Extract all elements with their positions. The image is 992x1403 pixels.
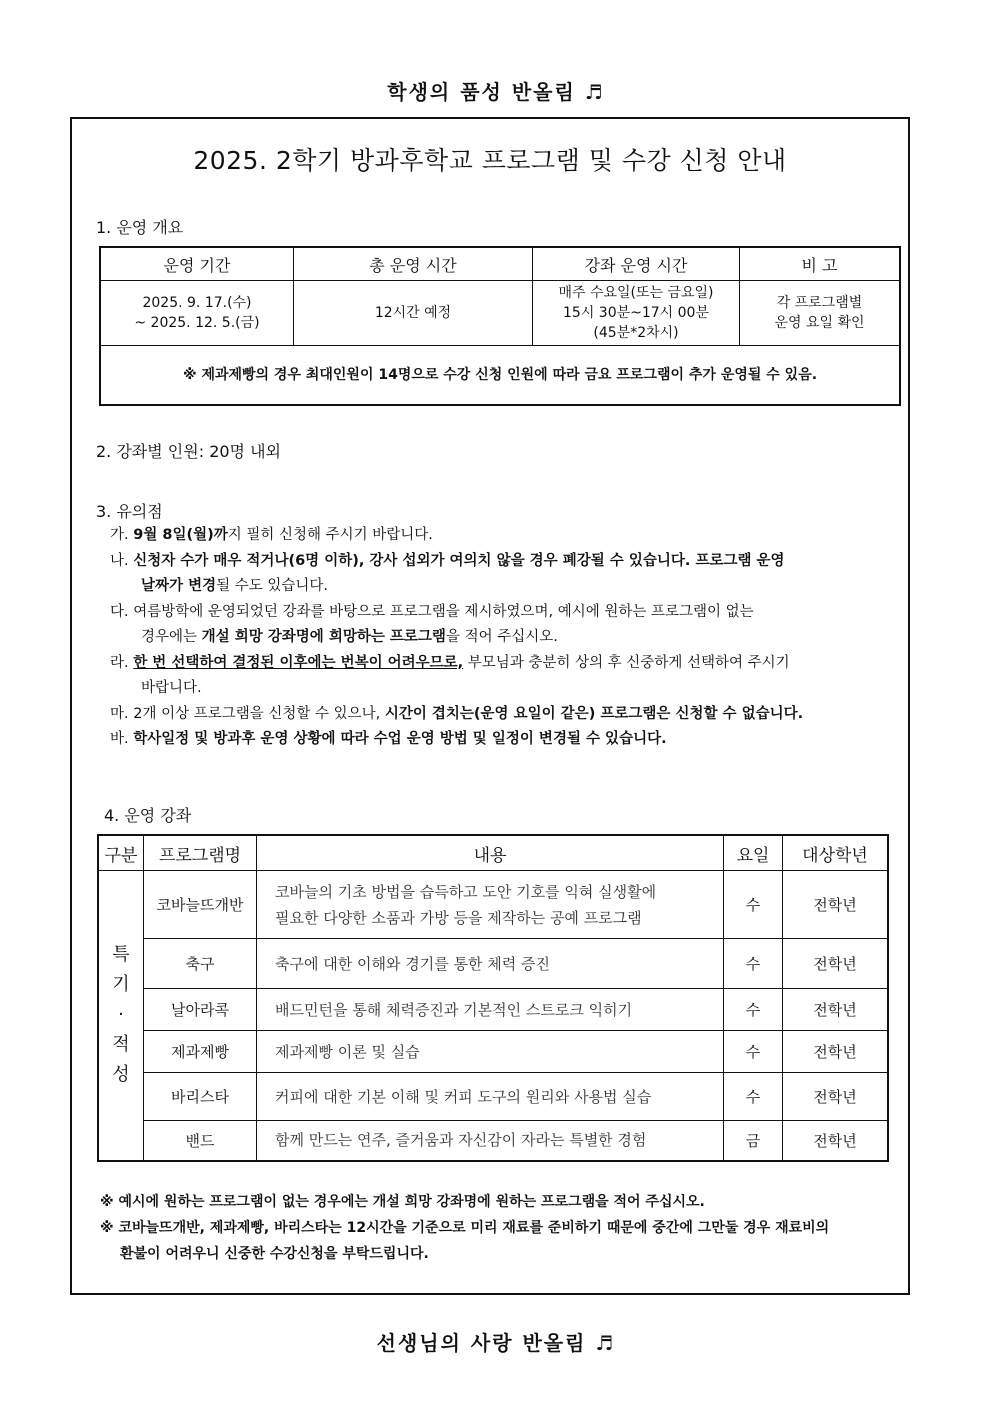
header-day: 요일 [724,835,783,871]
footnote: ※ 코바늘뜨개반, 제과제빵, 바리스타는 12시간을 기준으로 미리 재료를 준비하기 때문에 중간에 그만둘 경우 재료비의 [100,1220,830,1236]
page-title: 2025. 2학기 방과후학교 프로그램 및 수강 신청 안내 [193,146,787,175]
class-time-line: 매주 수요일(또는 금요일) [558,285,714,301]
program-desc: 코바늘의 기초 방법을 습득하고 도안 기호를 익혀 실생활에 필요한 다양한 소품과 가방 등을 제작하는 공예 프로그램 [257,871,724,939]
header-motto: 학생의 품성 반올림 ♬ [387,80,605,104]
section4-heading: 4. 운영 강좌 [104,806,192,825]
notice-item-ra: 라. 한 번 선택하여 결정된 이후에는 번복이 어려우므로, 부모님과 충분히 상의 후 신중하게 선택하여 주시기 [110,654,790,671]
footer-motto: 선생님의 사랑 반올림 ♬ [376,1331,616,1355]
section1-heading: 1. 운영 개요 [96,218,184,237]
footnote: ※ 예시에 원하는 프로그램이 없는 경우에는 개설 희망 강좌명에 원하는 프로그램을 적어 주십시오. [100,1194,705,1210]
header-program-name: 프로그램명 [144,835,257,871]
section3-heading: 3. 유의점 [96,502,163,521]
class-time-line: 15시 30분~17시 00분 [563,305,709,321]
program-grade: 전학년 [783,1031,889,1073]
program-name: 밴드 [144,1121,257,1161]
table-row [98,989,888,1031]
program-name: 축구 [144,939,257,989]
program-desc: 함께 만드는 연주, 즐거움과 자신감이 자라는 특별한 경험 [257,1121,724,1161]
table-row [98,1073,888,1121]
header-category: 구분 [98,835,144,871]
program-name: 코바늘뜨개반 [144,871,257,939]
program-name: 바리스타 [144,1073,257,1121]
program-day: 금 [724,1121,783,1161]
period-start: 2025. 9. 17.(수) [142,295,252,311]
class-time-cell [533,281,740,346]
notice-item-ra-cont: 바랍니다. [141,680,202,696]
class-time-line: (45분*2차시) [593,325,679,341]
program-day: 수 [724,1031,783,1073]
program-desc: 제과제빵 이론 및 실습 [257,1031,724,1073]
notice-item-na: 나. 신청자 수가 매우 적거나(6명 이하), 강사 섭외가 여의치 않을 경우 폐강될 수 있습니다. 프로그램 운영 [110,552,785,569]
program-day: 수 [724,939,783,989]
header-content: 내용 [257,835,724,871]
footnotes [100,1189,900,1267]
footnote-cont: 환불이 어려우니 신중한 수강신청을 부탁드립니다. [120,1246,429,1262]
table-row [98,939,888,989]
total-hours-cell: 12시간 예정 [294,281,533,346]
header-class-time: 강좌 운영 시간 [533,247,740,281]
notice-item-da: 다. 여름방학에 운영되었던 강좌를 바탕으로 프로그램을 제시하였으며, 예시에 원하는 프로그램이 없는 [110,603,754,620]
period-end: ~ 2025. 12. 5.(금) [134,315,260,331]
header-period: 운영 기간 [100,247,294,281]
program-grade: 전학년 [783,1073,889,1121]
remark-cell [740,281,901,346]
period-cell [100,281,294,346]
program-name: 날아라콕 [144,989,257,1031]
notice-item-da-cont: 경우에는 개설 희망 강좌명에 희망하는 프로그램을 적어 주십시오. [141,629,558,645]
notice-item-na-cont: 날짜가 변경될 수도 있습니다. [141,578,328,594]
program-grade: 전학년 [783,1121,889,1161]
program-desc: 배드민턴을 통해 체력증진과 기본적인 스트로크 익히기 [257,989,724,1031]
program-day: 수 [724,871,783,939]
notice-item-ma: 마. 2개 이상 프로그램을 신청할 수 있으나, 시간이 겹치는(운영 요일이 같은) 프로그램은 신청할 수 없습니다. [110,705,804,722]
table-row [98,1031,888,1073]
courses-table [97,834,889,1162]
remark-line: 운영 요일 확인 [774,315,865,331]
overview-table [99,246,901,406]
header-grade: 대상학년 [783,835,889,871]
notice-frame [70,117,910,1295]
program-name: 제과제빵 [144,1031,257,1073]
program-day: 수 [724,989,783,1031]
section2-heading: 2. 강좌별 인원: 20명 내외 [96,442,282,461]
category-cell: 특 기 · 적 성 [98,871,144,1161]
table-row [98,1121,888,1161]
table-row [98,871,888,939]
program-desc: 커피에 대한 기본 이해 및 커피 도구의 원리와 사용법 실습 [257,1073,724,1121]
notice-item-ba: 바. 학사일정 및 방과후 운영 상황에 따라 수업 운영 방법 및 일정이 변경될 수 있습니다. [110,731,667,747]
header-remark: 비 고 [740,247,901,281]
program-desc: 축구에 대한 이해와 경기를 통한 체력 증진 [257,939,724,989]
overview-note: ※ 제과제빵의 경우 최대인원이 14명으로 수강 신청 인원에 따라 금요 프로그램이 추가 운영될 수 있음. [100,346,900,406]
program-day: 수 [724,1073,783,1121]
notice-list [110,523,900,753]
program-grade: 전학년 [783,939,889,989]
notice-item-ga: 가. 9월 8일(월)까지 필히 신청해 주시기 바랍니다. [110,527,433,543]
program-grade: 전학년 [783,989,889,1031]
program-grade: 전학년 [783,871,889,939]
remark-line: 각 프로그램별 [776,295,863,311]
header-total-hours: 총 운영 시간 [294,247,533,281]
